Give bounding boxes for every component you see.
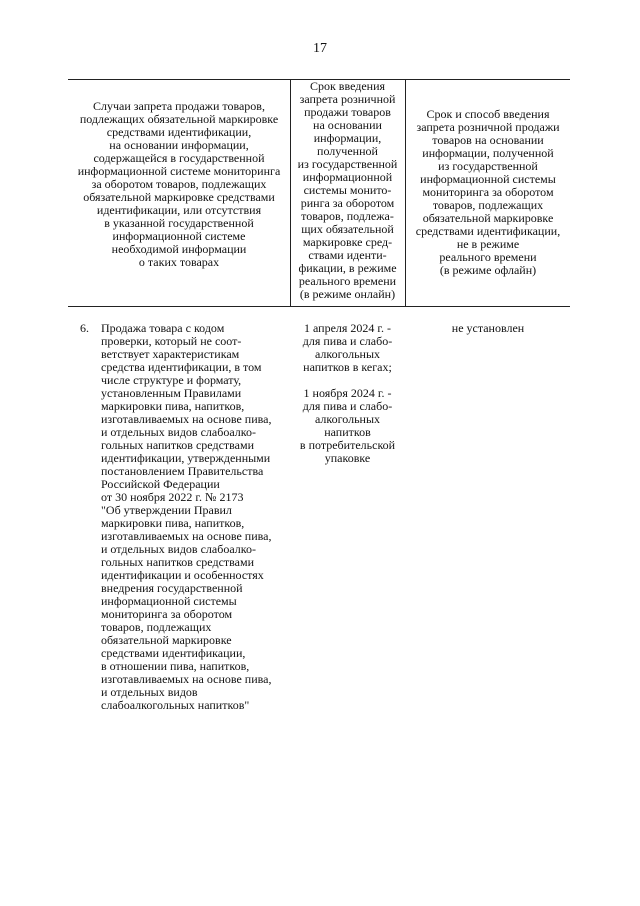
header-col-cases-line: подлежащих обязательной маркировке — [79, 112, 279, 126]
header-col-offline-line: реального времени — [439, 250, 537, 264]
row-case-line: изготавливаемых на основе пива, — [101, 672, 272, 686]
row-date-line: алкогольных — [314, 347, 381, 361]
row-case-line: обязательной маркировке — [101, 633, 232, 647]
header-col-offline-line: средствами идентификации, — [415, 224, 561, 238]
header-col-cases-line: на основании информации, — [109, 138, 249, 152]
header-col-online-line: реального времени — [298, 274, 397, 288]
column-divider-2 — [405, 79, 406, 306]
row-case-line: Российской Федерации — [101, 477, 220, 491]
header-col-cases-line: о таких товарах — [138, 255, 220, 269]
row-case-line: гольных напитков средствами — [101, 555, 254, 569]
row-date-line: 1 ноября 2024 г. - — [303, 386, 392, 400]
header-col-cases-line: необходимой информации — [111, 242, 247, 256]
row-case-line: внедрения государственной — [101, 581, 243, 595]
header-bottom-rule — [68, 306, 570, 307]
header-col-online-line: фикации, в режиме — [298, 261, 397, 275]
row-case-line: и отдельных видов слабоалко- — [101, 542, 256, 556]
header-col-online-line: продажи товаров — [304, 105, 391, 119]
header-col-offline-line: информационной системы — [420, 172, 556, 186]
row-case-line: идентификации и особенностях — [101, 568, 264, 582]
row-case-line: идентификации, утвержденными — [101, 451, 271, 465]
row-case-line: постановлением Правительства — [101, 464, 264, 478]
header-col-offline-line: (в режиме офлайн) — [439, 263, 537, 277]
header-col-online-line: из государственной — [297, 157, 398, 171]
header-col-online-line: щих обязательной — [301, 222, 394, 236]
row-date-line: алкогольных — [314, 412, 381, 426]
row-case-line: в отношении пива, напитков, — [101, 659, 250, 673]
header-col-online-line: маркировке сред- — [302, 235, 393, 249]
header-col-online — [292, 80, 403, 301]
header-col-online-line: полученной — [317, 144, 378, 158]
row-number: 6. — [80, 321, 89, 335]
header-col-online-line: информации, — [313, 131, 382, 145]
header-col-online-line: информационной — [302, 170, 393, 184]
header-col-offline-line: обязательной маркировке — [422, 211, 554, 225]
row-date-line: напитков в кегах; — [303, 360, 392, 374]
row-date-line: 1 апреля 2024 г. - — [304, 321, 391, 335]
header-col-cases-line: содержащейся в государственной — [93, 151, 265, 165]
header-col-cases — [74, 100, 284, 269]
header-col-offline-line: информации, полученной — [422, 146, 554, 160]
row-case-line: Продажа товара с кодом — [101, 321, 225, 335]
row-case-line: и отдельных видов — [101, 685, 198, 699]
row-offline-method: не установлен — [451, 321, 525, 335]
row-date-line: напитков — [324, 425, 371, 439]
row-case-text — [101, 322, 291, 712]
header-col-online-line: ствами иденти- — [308, 248, 387, 262]
header-col-cases-line: средствами идентификации, — [106, 125, 252, 139]
row-date-line: в потребительской — [299, 438, 396, 452]
row-case-line: средствами идентификации, — [101, 646, 246, 660]
row-case-line: мониторинга за оборотом — [101, 607, 233, 621]
row-case-line: ветствует характеристикам — [101, 347, 240, 361]
row-case-line: проверки, который не соот- — [101, 334, 242, 348]
row-case-line: маркировки пива, напитков, — [101, 399, 245, 413]
header-col-cases-line: за оборотом товаров, подлежащих — [91, 177, 267, 191]
row-case-line: средства идентификации, в том — [101, 360, 262, 374]
row-online-dates — [292, 322, 403, 465]
header-col-online-line: системы монито- — [303, 183, 392, 197]
row-case-line: изготавливаемых на основе пива, — [101, 412, 272, 426]
header-col-cases-line: идентификации, или отсутствия — [96, 203, 262, 217]
header-col-cases-line: информационной системе — [112, 229, 246, 243]
column-divider-1 — [290, 79, 291, 306]
page-number: 17 — [313, 41, 327, 56]
header-col-offline-line: товаров на основании — [432, 133, 544, 147]
header-col-offline-line: товаров, подлежащих — [432, 198, 544, 212]
header-col-cases-line: Случаи запрета продажи товаров, — [93, 99, 265, 113]
header-col-offline-line: мониторинга за оборотом — [422, 185, 554, 199]
row-case-line: числе структуре и формату, — [101, 373, 242, 387]
row-case-line: от 30 ноября 2022 г. № 2173 — [101, 490, 244, 504]
row-case-line: маркировки пива, напитков, — [101, 516, 245, 530]
header-col-online-line: запрета розничной — [299, 92, 396, 106]
row-case-line: "Об утверждении Правил — [101, 503, 232, 517]
header-col-online-line: товаров, подлежа- — [301, 209, 394, 223]
row-case-line: гольных напитков средствами — [101, 438, 254, 452]
row-case-line: установленным Правилами — [101, 386, 242, 400]
header-col-online-line: ринга за оборотом — [300, 196, 395, 210]
header-col-offline-line: Срок и способ введения — [426, 107, 550, 121]
row-case-line: информационной системы — [101, 594, 237, 608]
header-col-offline-line: запрета розничной продажи — [416, 120, 560, 134]
header-col-online-line: Срок введения — [309, 79, 386, 93]
header-col-cases-line: в указанной государственной — [104, 216, 254, 230]
header-col-cases-line: обязательной маркировке средствами — [83, 190, 275, 204]
header-col-offline-line: не в режиме — [456, 237, 520, 251]
row-date-line: для пива и слабо- — [302, 334, 393, 348]
header-col-cases-line: информационной системе мониторинга — [77, 164, 281, 178]
header-col-online-line: (в режиме онлайн) — [299, 287, 396, 301]
row-date-line: для пива и слабо- — [302, 399, 393, 413]
header-col-offline-line: из государственной — [438, 159, 538, 173]
header-col-offline — [407, 108, 569, 277]
row-case-line: слабоалкогольных напитков" — [101, 698, 250, 712]
row-case-line: изготавливаемых на основе пива, — [101, 529, 272, 543]
row-date-line: упаковке — [324, 451, 371, 465]
row-case-line: и отдельных видов слабоалко- — [101, 425, 256, 439]
header-col-online-line: на основании — [313, 118, 382, 132]
row-case-line: товаров, подлежащих — [101, 620, 212, 634]
